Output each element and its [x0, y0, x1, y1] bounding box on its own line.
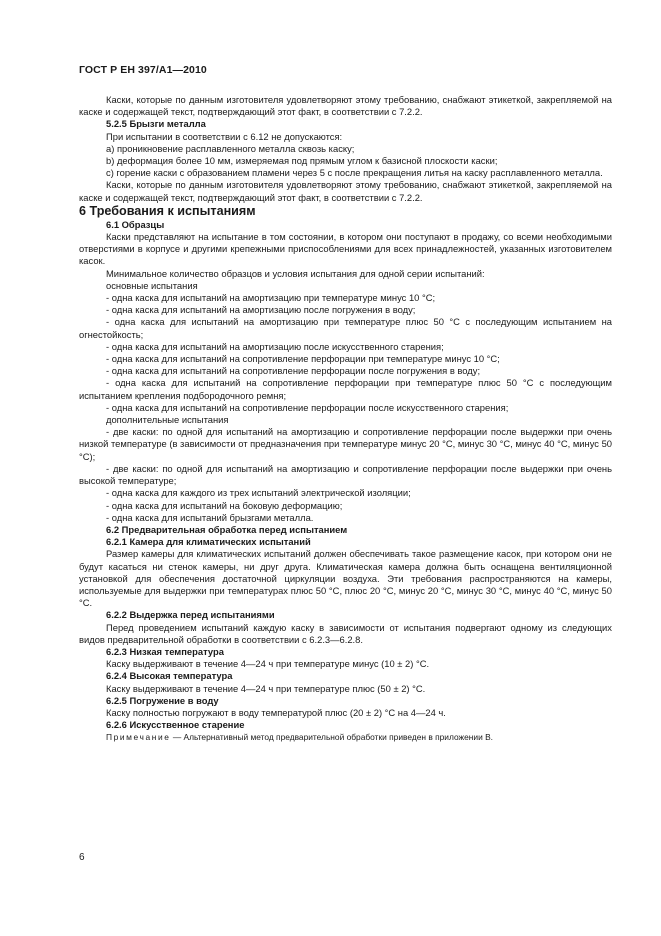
section-title: 6 Требования к испытаниям	[79, 203, 256, 218]
list-item: - одна каска для испытаний брызгами металла.	[106, 511, 314, 523]
subsection-heading: 6.2.5 Погружение в воду	[106, 694, 219, 706]
paragraph: основные испытания	[106, 279, 198, 291]
subsection-heading: 5.2.5 Брызги металла	[106, 118, 206, 130]
note	[79, 731, 612, 743]
paragraph: Минимальное количество образцов и условия испытания для одной серии испытаний:	[106, 267, 485, 279]
paragraph: Каску выдерживают в течение 4—24 ч при температуре минус (10 ± 2) °С.	[106, 658, 430, 670]
note-label: Примечание	[106, 732, 171, 743]
list-item: - одна каска для испытаний на амортизацию после погружения в воду;	[106, 304, 416, 316]
subsection-heading: 6.2.2 Выдержка перед испытаниями	[106, 609, 275, 621]
paragraph: Перед проведением испытаний каждую каску в зависимости от испытания подвергают одному из следующих видов предварительной обработки в соответствии с 6.2.3—6.2.8.	[79, 621, 612, 645]
list-item: - одна каска для испытаний на сопротивление перфорации после искусственного старения;	[106, 401, 509, 413]
paragraph: Каски, которые по данным изготовителя удовлетворяют этому требованию, снабжают этикеткой, закрепляемой на каске и содержащей текст, подтверждающий этот факт, в соответствии с 7.2.2.	[79, 94, 612, 118]
page-number: 6	[79, 852, 85, 863]
subsection-heading: 6.2.1 Камера для климатических испытаний	[106, 536, 311, 548]
subsection-heading: 6.2.6 Искусственное старение	[106, 719, 245, 731]
subsection-heading: 6.1 Образцы	[106, 218, 165, 230]
subsection-heading: 6.2.4 Высокая температура	[106, 670, 233, 682]
list-item: - две каски: по одной для испытаний на амортизацию и сопротивление перфорации после выдержки при очень высокой температуре;	[79, 462, 612, 487]
document-body	[79, 94, 612, 744]
list-item: b) деформация более 10 мм, измеряемая под прямым углом к базисной плоскости каски;	[106, 155, 498, 167]
paragraph: Размер камеры для климатических испытаний должен обеспечивать такое размещение касок, при котором они не будут касаться ни стенок камеры, ни друг друга. Климатическая камера должна быть оснащена вентиляционной установкой для обеспечения достаточной циркуляции воздуха. Эти требования распространяются на камеры, используемые для выдержки при температурах плюс 50 °С, плюс 20 °С, минус 20 °С, минус 30 °С, минус 40 °С, минус 50 °С.	[79, 548, 612, 609]
paragraph: дополнительные испытания	[106, 414, 229, 426]
document-header: ГОСТ Р ЕН 397/А1—2010	[79, 64, 207, 76]
list-item: a) проникновение расплавленного металла сквозь каску;	[106, 142, 355, 154]
list-item: - одна каска для каждого из трех испытаний электрической изоляции;	[106, 487, 411, 499]
list-item: c) горение каски с образованием пламени через 5 с после прекращения литья на каску расплавленного металла.	[106, 167, 603, 179]
list-item: - одна каска для испытаний на амортизацию после искусственного старения;	[106, 340, 444, 352]
note-text: — Альтернативный метод предварительной обработки приведен в приложении В.	[172, 732, 494, 743]
list-item: - одна каска для испытаний на сопротивление перфорации при температуре плюс 50 °С с последующим испытанием крепления подбородочного ремня;	[79, 377, 612, 401]
list-item: - одна каска для испытаний на амортизацию при температуре минус 10 °С;	[106, 292, 436, 304]
list-item: - одна каска для испытаний на амортизацию при температуре плюс 50 °С с последующим испытанием на огнестойкость;	[79, 316, 612, 340]
paragraph: При испытании в соответствии с 6.12 не допускаются:	[106, 130, 343, 142]
paragraph: Каску полностью погружают в воду температурой плюс (20 ± 2) °С на 4—24 ч.	[106, 706, 446, 718]
list-item: - две каски: по одной для испытаний на амортизацию и сопротивление перфорации после выдержки при очень низкой температуре (в зависимости от предназначения при температуре минус 20 °С, минус 30 °С, минус 40 °С, минус 50 °С);	[79, 426, 612, 462]
subsection-heading: 6.2.3 Низкая температура	[106, 645, 224, 657]
paragraph: Каски, которые по данным изготовителя удовлетворяют этому требованию, снабжают этикеткой, закрепляемой на каске и содержащей текст, подтверждающий этот факт, в соответствии с 7.2.2.	[79, 179, 612, 203]
list-item: - одна каска для испытаний на боковую деформацию;	[106, 499, 343, 511]
paragraph: Каски представляют на испытание в том состоянии, в котором они поступают в продажу, со всеми необходимыми отверстиями в корпусе и другими крепежными приспособлениями для всех принадлежностей, указанных изготовителем касок.	[79, 231, 612, 267]
paragraph: Каску выдерживают в течение 4—24 ч при температуре плюс (50 ± 2) °С.	[106, 682, 426, 694]
list-item: - одна каска для испытаний на сопротивление перфорации при температуре минус 10 °С;	[106, 353, 500, 365]
list-item: - одна каска для испытаний на сопротивление перфорации после погружения в воду;	[106, 365, 481, 377]
subsection-heading: 6.2 Предварительная обработка перед испытанием	[106, 523, 348, 535]
